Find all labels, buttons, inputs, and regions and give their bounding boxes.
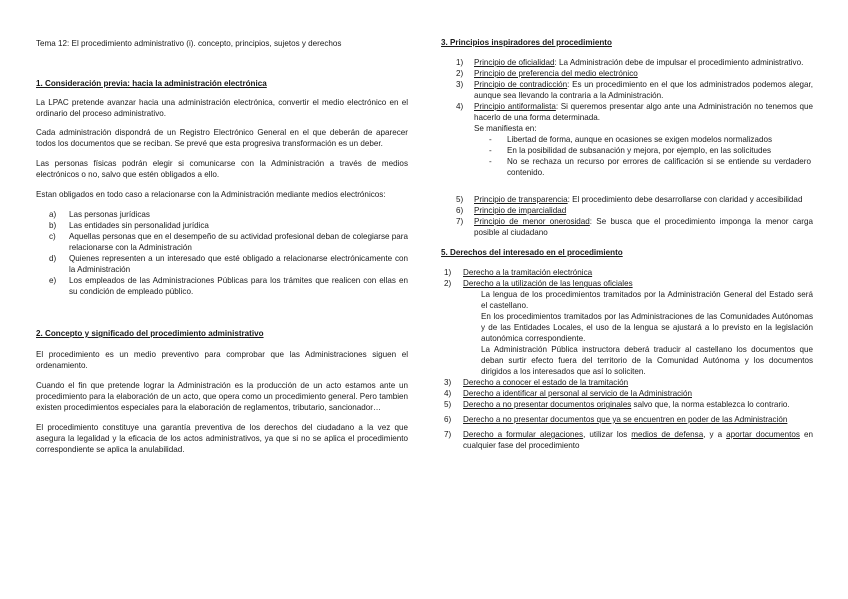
list-item: - No se rechaza un recurso por errores de calificación si se entiende su verdadero contenido.: [489, 157, 811, 177]
rights-list-cont: [441, 377, 813, 451]
list-item: d) Quienes representen a un interesado que esté obligado a relacionarse electrónicamente con la Administración: [49, 254, 408, 274]
list-item: 4) Derecho a identificar al personal al servicio de la Administración: [444, 389, 692, 398]
paragraph: La LPAC pretende avanzar hacia una administración electrónica, convertir el medio electrónico en el ordinario del proceso administrativo.: [36, 98, 408, 118]
manifest-lead: Se manifiesta en:: [474, 124, 537, 133]
list-item: 2) Principio de preferencia del medio electrónico: [456, 69, 638, 78]
list-item: b) Las entidades sin personalidad jurídica: [49, 221, 209, 230]
left-column: [36, 38, 408, 455]
list-item: 4) Principio antiformalista: Si queremos presentar algo ante una Administración no tenemos que hacerlo de una forma determinada. Se manifiesta en:: [456, 102, 814, 133]
list-item: 5) Derecho a no presentar documentos originales salvo que, la norma establezca lo contrario.: [444, 400, 790, 409]
language-paragraph: En los procedimientos tramitados por las Administraciones de las Comunidades Autónomas y de las Entidades Locales, el uso de la lengua se ajustará a lo previsto en la legislación autonómica correspondiente.: [481, 312, 813, 343]
paragraph: El procedimiento es un medio preventivo para comprobar que las Administraciones siguen el ordenamiento.: [36, 350, 408, 370]
right-column: [441, 37, 813, 451]
document-title: Tema 12: El procedimiento administrativo (i). concepto, principios, sujetos y derechos: [36, 39, 342, 48]
list-item: 6) Derecho a no presentar documentos que ya se encuentren en poder de las Administración: [444, 415, 788, 424]
list-item: 7) Principio de menor onerosidad: Se busca que el procedimiento imponga la menor carga posible al ciudadano: [456, 217, 813, 237]
list-item: c) Aquellas personas que en el desempeño de su actividad profesional deban de colegiarse para relacionarse con la Administración: [49, 232, 408, 252]
language-paragraph: La lengua de los procedimientos tramitados por la Administración General del Estado será el castellano.: [481, 290, 813, 310]
paragraph: El procedimiento constituye una garantía preventiva de los derechos del ciudadano a la vez que asegura la legalidad y la eficacia de los actos administrativos, ya que si no se aplica el procedimiento correspondiente se aplica la anulabilidad.: [36, 423, 408, 454]
manifest-list: [441, 134, 813, 178]
list-item: 7) Derecho a formular alegaciones, utilizar los medios de defensa, y a aportar documentos en cualquier fase del procedimiento: [444, 430, 813, 450]
list-item: 5) Principio de transparencia: El procedimiento debe desarrollarse con claridad y accesibilidad: [456, 195, 803, 204]
principles-list: [441, 57, 813, 134]
list-item: - En la posibilidad de subsanación y mejora, por ejemplo, en las solicitudes: [489, 146, 772, 155]
paragraph: Cuando el fin que pretende lograr la Administración es la producción de un acto estamos ante un procedimiento para la elaboración de un acto, que opera como un procedimiento general. Pero tambien existen procedimientos especiales para la elaboración de reglamentos, tributario, sancionador…: [36, 381, 408, 412]
list-item: 2) Derecho a la utilización de las lenguas oficiales: [444, 279, 633, 288]
list-item: 3) Principio de contradicción: Es un procedimiento en el que los administrados podemos alegar, aunque sea llevando la contraria a la Administración.: [456, 80, 814, 100]
list-item: 3) Derecho a conocer el estado de la tramitación: [444, 378, 629, 387]
section-3-heading: 3. Principios inspiradores del procedimiento: [441, 38, 612, 47]
paragraph: Cada administración dispondrá de un Registro Electrónico General en el que deberán de aparecer todos los documentos que se reciban. Se prevé que esta progresiva transformación es un deber.: [36, 128, 408, 148]
obligated-list: [36, 209, 408, 297]
list-item: - Libertad de forma, aunque en ocasiones se exigen modelos normalizados: [489, 135, 773, 144]
list-item: 1) Derecho a la tramitación electrónica: [444, 268, 593, 277]
paragraph: Estan obligados en todo caso a relacionarse con la Administración mediante medios electrónicos:: [36, 190, 386, 199]
section-1-heading: 1. Consideración previa: hacia la administración electrónica: [36, 79, 267, 88]
rights-list: [441, 267, 813, 289]
section-5-heading: 5. Derechos del interesado en el procedimiento: [441, 248, 623, 257]
language-paragraph: La Administración Pública instructora deberá traducir al castellano los documentos que deban surtir efecto fuera del territorio de la Comunidad Autónoma y los documentos dirigidos a los interesados que así lo soliciten.: [481, 345, 813, 376]
list-item: e) Los empleados de las Administraciones Públicas para los trámites que realicen con ellas en su condición de empleado público.: [49, 276, 408, 296]
list-item: 6) Principio de imparcialidad: [456, 206, 567, 215]
principles-list-cont: [441, 194, 813, 238]
list-item: 1) Principio de oficialidad: La Administración debe de impulsar el procedimiento administrativo.: [456, 58, 804, 67]
section-2-heading: 2. Concepto y significado del procedimiento administrativo: [36, 329, 264, 338]
list-item: a) Las personas jurídicas: [49, 210, 150, 219]
paragraph: Las personas físicas podrán elegir si comunicarse con la Administración a través de medios electrónicos o no, salvo que estén obligados a ello.: [36, 159, 408, 179]
